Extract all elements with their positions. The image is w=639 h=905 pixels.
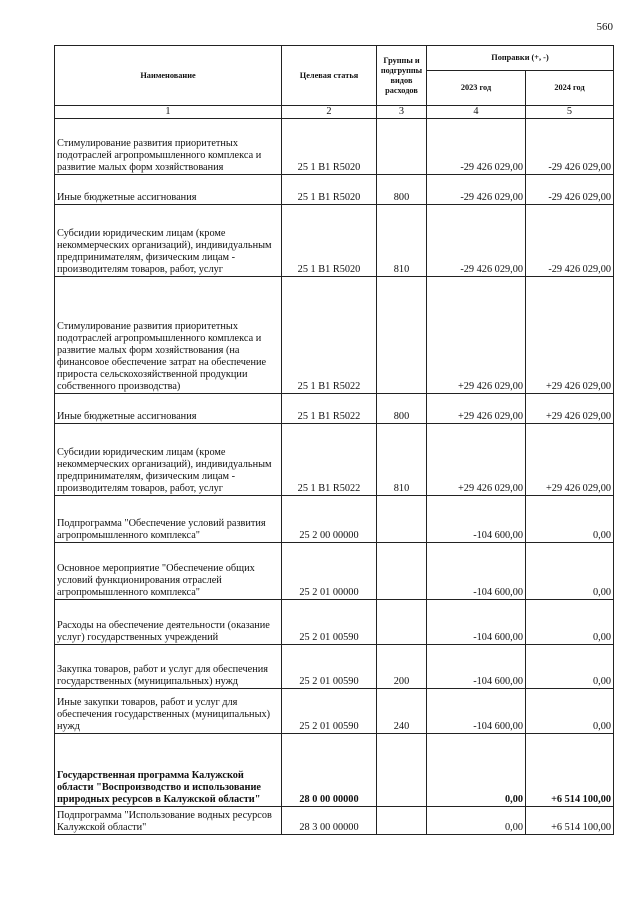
table-row — [55, 394, 614, 424]
row-target-code: 25 1 В1 R5022 — [282, 424, 377, 496]
col-number-2: 2 — [282, 106, 377, 119]
row-amount-2024: +29 426 029,00 — [526, 277, 614, 394]
row-group-code: 240 — [377, 689, 427, 734]
page-number: 560 — [596, 21, 613, 33]
row-amount-2023: -29 426 029,00 — [427, 175, 526, 205]
row-amount-2024: 0,00 — [526, 645, 614, 689]
col-number-3: 3 — [377, 106, 427, 119]
row-amount-2023: -29 426 029,00 — [427, 205, 526, 277]
col-number-1: 1 — [55, 106, 282, 119]
table-row — [55, 645, 614, 689]
row-target-code: 25 2 01 00000 — [282, 543, 377, 600]
table-row — [55, 807, 614, 835]
row-amount-2024: 0,00 — [526, 543, 614, 600]
row-amount-2024: +6 514 100,00 — [526, 807, 614, 835]
row-name: Субсидии юридическим лицам (кроме некоммерческих организаций), индивидуальным предпринимателям, физическим лицам - производителям товаров, работ, услуг — [55, 424, 282, 496]
row-target-code: 28 3 00 00000 — [282, 807, 377, 835]
row-target-code: 25 2 01 00590 — [282, 600, 377, 645]
table-row — [55, 175, 614, 205]
row-amount-2023: -104 600,00 — [427, 543, 526, 600]
row-target-code: 25 1 В1 R5020 — [282, 119, 377, 175]
row-amount-2024: +6 514 100,00 — [526, 734, 614, 807]
header-year-2023: 2023 год — [427, 71, 526, 106]
row-group-code: 800 — [377, 175, 427, 205]
row-amount-2023: -104 600,00 — [427, 496, 526, 543]
row-name: Стимулирование развития приоритетных подотраслей агропромышленного комплекса и развитие малых форм хозяйствования — [55, 119, 282, 175]
row-target-code: 25 2 00 00000 — [282, 496, 377, 543]
table-row — [55, 205, 614, 277]
row-amount-2023: +29 426 029,00 — [427, 424, 526, 496]
row-amount-2024: 0,00 — [526, 496, 614, 543]
row-group-code — [377, 277, 427, 394]
row-amount-2023: -104 600,00 — [427, 689, 526, 734]
budget-table — [54, 45, 614, 835]
row-amount-2024: +29 426 029,00 — [526, 424, 614, 496]
row-amount-2024: -29 426 029,00 — [526, 175, 614, 205]
row-group-code: 800 — [377, 394, 427, 424]
row-target-code: 25 2 01 00590 — [282, 689, 377, 734]
row-name: Иные закупки товаров, работ и услуг для обеспечения государственных (муниципальных) нужд — [55, 689, 282, 734]
header-name: Наименование — [55, 46, 282, 106]
row-name: Иные бюджетные ассигнования — [55, 394, 282, 424]
row-amount-2023: -29 426 029,00 — [427, 119, 526, 175]
row-amount-2024: 0,00 — [526, 600, 614, 645]
table-row — [55, 543, 614, 600]
table-body — [55, 119, 614, 835]
row-amount-2023: -104 600,00 — [427, 645, 526, 689]
row-group-code — [377, 807, 427, 835]
row-group-code: 810 — [377, 205, 427, 277]
row-group-code — [377, 600, 427, 645]
table-row — [55, 734, 614, 807]
header-groups: Группы и подгруппы видов расходов — [377, 46, 427, 106]
row-group-code: 200 — [377, 645, 427, 689]
row-amount-2023: -104 600,00 — [427, 600, 526, 645]
row-amount-2024: -29 426 029,00 — [526, 119, 614, 175]
table-row — [55, 496, 614, 543]
table-row — [55, 600, 614, 645]
row-name: Закупка товаров, работ и услуг для обеспечения государственных (муниципальных) нужд — [55, 645, 282, 689]
row-name: Подпрограмма "Использование водных ресурсов Калужской области" — [55, 807, 282, 835]
header-year-2024: 2024 год — [526, 71, 614, 106]
row-group-code — [377, 496, 427, 543]
row-amount-2024: +29 426 029,00 — [526, 394, 614, 424]
row-name: Субсидии юридическим лицам (кроме некоммерческих организаций), индивидуальным предпринимателям, физическим лицам - производителям товаров, работ, услуг — [55, 205, 282, 277]
row-group-code — [377, 119, 427, 175]
row-name: Основное мероприятие "Обеспечение общих условий функционирования отраслей агропромышленного комплекса" — [55, 543, 282, 600]
row-target-code: 28 0 00 00000 — [282, 734, 377, 807]
row-name: Государственная программа Калужской области "Воспроизводство и использование природных ресурсов в Калужской области" — [55, 734, 282, 807]
row-name: Иные бюджетные ассигнования — [55, 175, 282, 205]
row-target-code: 25 1 В1 R5020 — [282, 205, 377, 277]
table-row — [55, 277, 614, 394]
table-row — [55, 119, 614, 175]
row-group-code — [377, 543, 427, 600]
table-row — [55, 689, 614, 734]
row-amount-2024: 0,00 — [526, 689, 614, 734]
row-group-code — [377, 734, 427, 807]
row-name: Стимулирование развития приоритетных подотраслей агропромышленного комплекса и развитие малых форм хозяйствования (на финансовое обеспечение затрат на обеспечение прироста сельскохозяйственной продукции собственного производства) — [55, 277, 282, 394]
row-amount-2023: +29 426 029,00 — [427, 394, 526, 424]
col-number-5: 5 — [526, 106, 614, 119]
table-row — [55, 424, 614, 496]
row-name: Расходы на обеспечение деятельности (оказание услуг) государственных учреждений — [55, 600, 282, 645]
row-name: Подпрограмма "Обеспечение условий развития агропромышленного комплекса" — [55, 496, 282, 543]
header-target: Целевая статья — [282, 46, 377, 106]
col-number-4: 4 — [427, 106, 526, 119]
row-target-code: 25 1 В1 R5022 — [282, 277, 377, 394]
row-amount-2023: 0,00 — [427, 734, 526, 807]
row-target-code: 25 2 01 00590 — [282, 645, 377, 689]
row-amount-2023: +29 426 029,00 — [427, 277, 526, 394]
row-target-code: 25 1 В1 R5020 — [282, 175, 377, 205]
row-amount-2024: -29 426 029,00 — [526, 205, 614, 277]
row-target-code: 25 1 В1 R5022 — [282, 394, 377, 424]
header-corrections: Поправки (+, -) — [427, 46, 614, 71]
row-group-code: 810 — [377, 424, 427, 496]
row-amount-2023: 0,00 — [427, 807, 526, 835]
